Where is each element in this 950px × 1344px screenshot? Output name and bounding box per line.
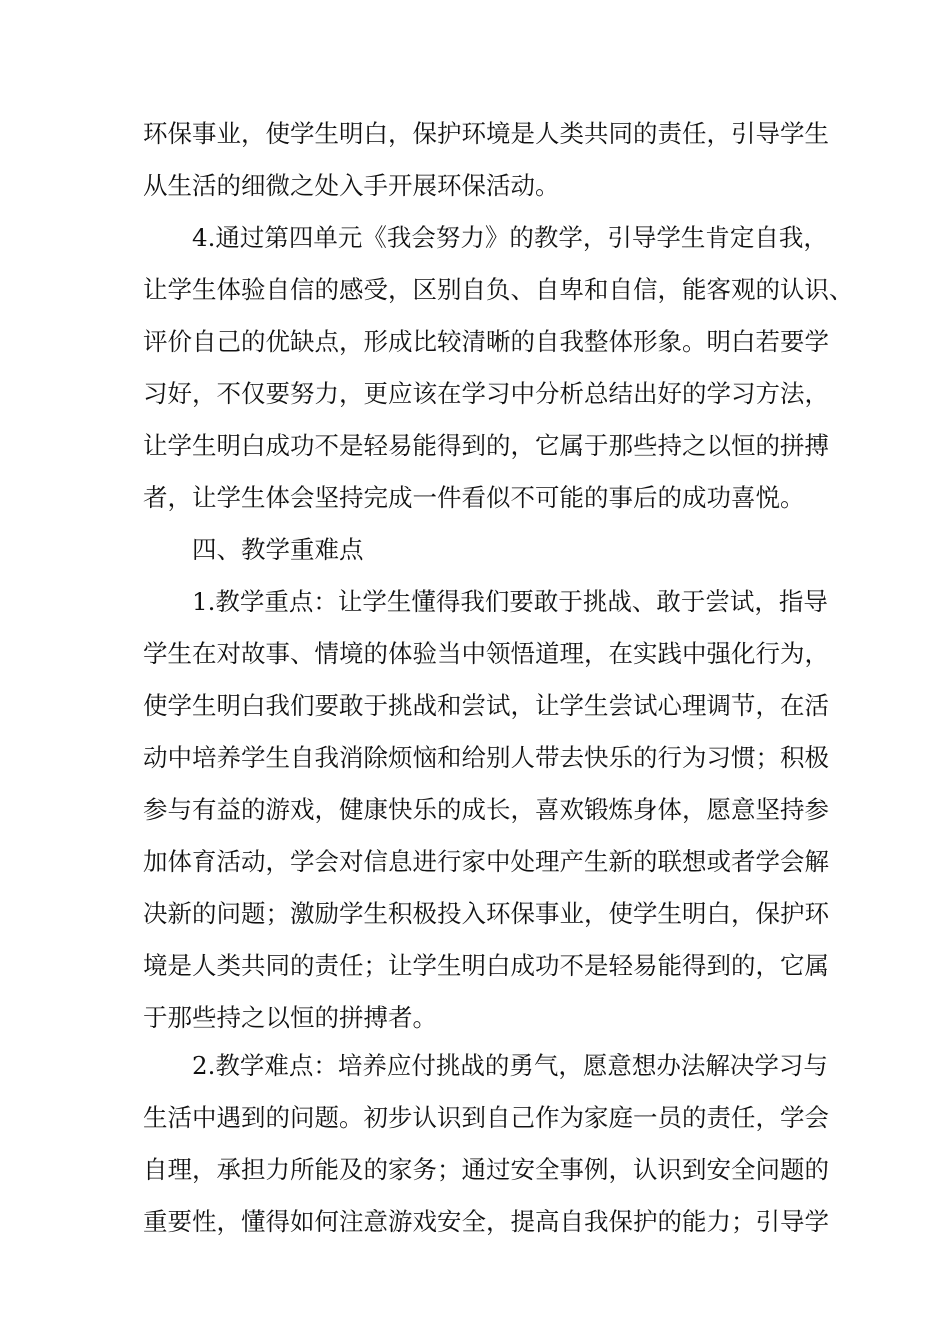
text-line: 于那些持之以恒的拼搏者。	[143, 1003, 437, 1032]
paragraph-continuation	[143, 108, 829, 212]
text-line: 2.教学难点：培养应付挑战的勇气，愿意想办法解决学习与	[192, 1051, 828, 1080]
section-heading	[143, 524, 808, 576]
text-line: 让学生体验自信的感受，区别自负、自卑和自信，能客观的认识、	[143, 275, 854, 304]
text-line: 动中培养学生自我消除烦恼和给别人带去快乐的行为习惯；积极	[143, 743, 829, 772]
text-line: 生活中遇到的问题。初步认识到自己作为家庭一员的责任，学会	[143, 1103, 829, 1132]
text-line: 环保事业，使学生明白，保护环境是人类共同的责任，引导学生	[143, 119, 829, 148]
paragraph-item-4	[143, 212, 854, 524]
paragraph-difficulties	[143, 1040, 829, 1248]
text-line: 从生活的细微之处入手开展环保活动。	[143, 171, 560, 200]
text-line: 境是人类共同的责任；让学生明白成功不是轻易能得到的，它属	[143, 951, 829, 980]
text-line: 习好，不仅要努力，更应该在学习中分析总结出好的学习方法，	[143, 379, 829, 408]
text-line: 评价自己的优缺点，形成比较清晰的自我整体形象。明白若要学	[143, 327, 829, 356]
text-line: 者，让学生体会坚持完成一件看似不可能的事后的成功喜悦。	[143, 483, 805, 512]
text-line: 学生在对故事、情境的体验当中领悟道理，在实践中强化行为，	[143, 639, 829, 668]
text-line: 加体育活动，学会对信息进行家中处理产生新的联想或者学会解	[143, 847, 829, 876]
text-line: 重要性，懂得如何注意游戏安全，提高自我保护的能力；引导学	[143, 1207, 829, 1236]
text-line: 决新的问题；激励学生积极投入环保事业，使学生明白，保护环	[143, 899, 829, 928]
text-line: 1.教学重点：让学生懂得我们要敢于挑战、敢于尝试，指导	[192, 587, 828, 616]
text-line: 使学生明白我们要敢于挑战和尝试，让学生尝试心理调节，在活	[143, 691, 829, 720]
section-heading-text: 四、教学重难点	[192, 535, 364, 564]
text-line: 让学生明白成功不是轻易能得到的，它属于那些持之以恒的拼搏	[143, 431, 829, 460]
text-line: 4.通过第四单元《我会努力》的教学，引导学生肯定自我，	[192, 223, 828, 252]
paragraph-key-points	[143, 576, 829, 1044]
text-line: 参与有益的游戏，健康快乐的成长，喜欢锻炼身体，愿意坚持参	[143, 795, 829, 824]
text-line: 自理，承担力所能及的家务；通过安全事例，认识到安全问题的	[143, 1155, 829, 1184]
